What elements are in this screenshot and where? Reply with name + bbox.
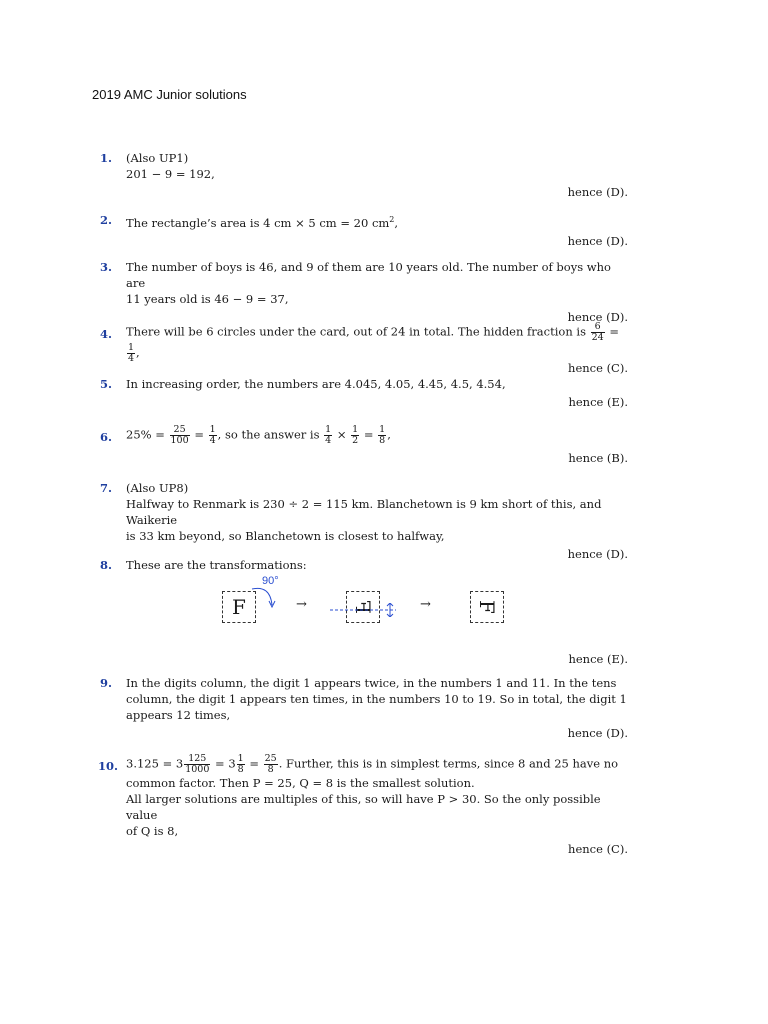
solution-number: 9. — [100, 676, 113, 690]
solution-text: 11 years old is 46 − 9 = 37, — [126, 292, 289, 306]
solution-8 — [100, 557, 628, 667]
solution-text: is 33 km beyond, so Blanchetown is closest to halfway, — [126, 529, 445, 543]
answer-label: hence (C). — [568, 842, 628, 856]
solution-number: 2. — [100, 213, 113, 227]
solution-text: common factor. Then P = 25, Q = 8 is the smallest solution. — [126, 776, 475, 790]
solution-text: All larger solutions are multiples of this, so will have P > 30. So the only possible value — [126, 792, 601, 822]
fraction: $\frac{1}{4}$ — [128, 342, 135, 364]
solution-4 — [100, 322, 628, 376]
letter-box-original — [222, 591, 256, 623]
solution-text: These are the transformations: — [126, 558, 307, 572]
fraction: $\frac{6}{24}$ — [591, 321, 604, 343]
document-header: 2019 AMC Junior solutions — [92, 87, 247, 102]
solution-2 — [100, 212, 628, 249]
fraction: $\frac{25}{8}$ — [264, 753, 277, 775]
solution-text: (Also UP8) — [126, 481, 189, 495]
answer-label: hence (E). — [568, 395, 628, 409]
solution-number: 1. — [100, 151, 113, 165]
rotation-angle-label: 90° — [262, 575, 279, 587]
solution-number: 3. — [100, 260, 113, 274]
letter-box-final: F — [470, 591, 504, 623]
solution-text: column, the digit 1 appears ten times, in the numbers 10 to 19. So in total, the digit 1 — [126, 692, 627, 706]
solution-number: 4. — [100, 327, 113, 341]
arrow-icon: → — [420, 597, 431, 612]
solution-text: of Q is 8, — [126, 824, 179, 838]
answer-label: hence (D). — [567, 547, 628, 561]
reflection-line-icon — [330, 603, 402, 617]
solution-text: In increasing order, the numbers are 4.045, 4.05, 4.45, 4.5, 4.54, — [126, 377, 506, 391]
solution-text: appears 12 times, — [126, 708, 231, 722]
solution-3 — [100, 259, 628, 325]
solution-number: 10. — [98, 759, 119, 773]
solution-number: 6. — [100, 430, 113, 444]
fraction: $\frac{1}{8}$ — [237, 753, 244, 775]
arrow-icon: → — [296, 597, 307, 612]
solution-1 — [100, 150, 628, 200]
fraction: $\frac{125}{1000}$ — [185, 753, 210, 775]
answer-label: hence (D). — [567, 185, 628, 199]
answer-label: hence (D). — [567, 233, 628, 248]
answer-label: hence (E). — [568, 652, 628, 666]
solution-9 — [100, 675, 628, 741]
solution-text: 201 − 9 = 192, — [126, 167, 215, 181]
fraction: $\frac{1}{8}$ — [379, 424, 386, 446]
letter-box-rotated: F — [346, 591, 380, 623]
solution-number: 7. — [100, 481, 113, 495]
solution-text: The rectangle’s area is 4 cm × 5 cm = 20 $cm^2$, — [126, 215, 399, 230]
solution-5 — [100, 376, 628, 410]
solution-text: (Also UP1) — [126, 151, 189, 165]
solution-text: 25% = $\frac{25}{100}$ = $\frac{1}{4}$ , so the answer is $\frac{1}{4}$ × $\frac{1}{2}$ = $\frac{1}{8}$ , — [126, 424, 391, 446]
solution-text: In the digits column, the digit 1 appears twice, in the numbers 1 and 11. In the tens — [126, 676, 617, 690]
solution-number: 8. — [100, 558, 113, 572]
fraction: $\frac{1}{4}$ — [209, 424, 216, 446]
transformation-figure — [126, 575, 628, 639]
answer-label: hence (C). — [568, 361, 628, 375]
solution-text: There will be 6 circles under the card, out of 24 in total. The hidden fraction is $\frac{6}{24}$ = $\frac{1}{4}$ , — [126, 321, 620, 364]
answer-label: hence (D). — [567, 310, 628, 324]
solution-text: The number of boys is 46, and 9 of them are 10 years old. The number of boys who are — [126, 260, 611, 290]
answer-label: hence (B). — [568, 451, 628, 465]
fraction: $\frac{1}{4}$ — [325, 424, 332, 446]
solution-10 — [100, 754, 628, 857]
solution-6 — [100, 425, 628, 466]
solution-7 — [100, 480, 628, 562]
answer-label: hence (D). — [567, 726, 628, 740]
solution-text: Halfway to Renmark is 230 ÷ 2 = 115 km. Blanchetown is 9 km short of this, and Waikerie — [126, 497, 602, 527]
letter-f: F — [232, 595, 246, 619]
solution-number: 5. — [100, 377, 113, 391]
fraction: $\frac{25}{100}$ — [170, 424, 189, 446]
fraction: $\frac{1}{2}$ — [352, 424, 359, 446]
solution-text: 3.125 = 3 $\frac{125}{1000}$ = 3 $\frac{1}{8}$ = $\frac{25}{8}$ . Further, this is in simplest terms, since 8 and 25 have no — [126, 753, 619, 775]
